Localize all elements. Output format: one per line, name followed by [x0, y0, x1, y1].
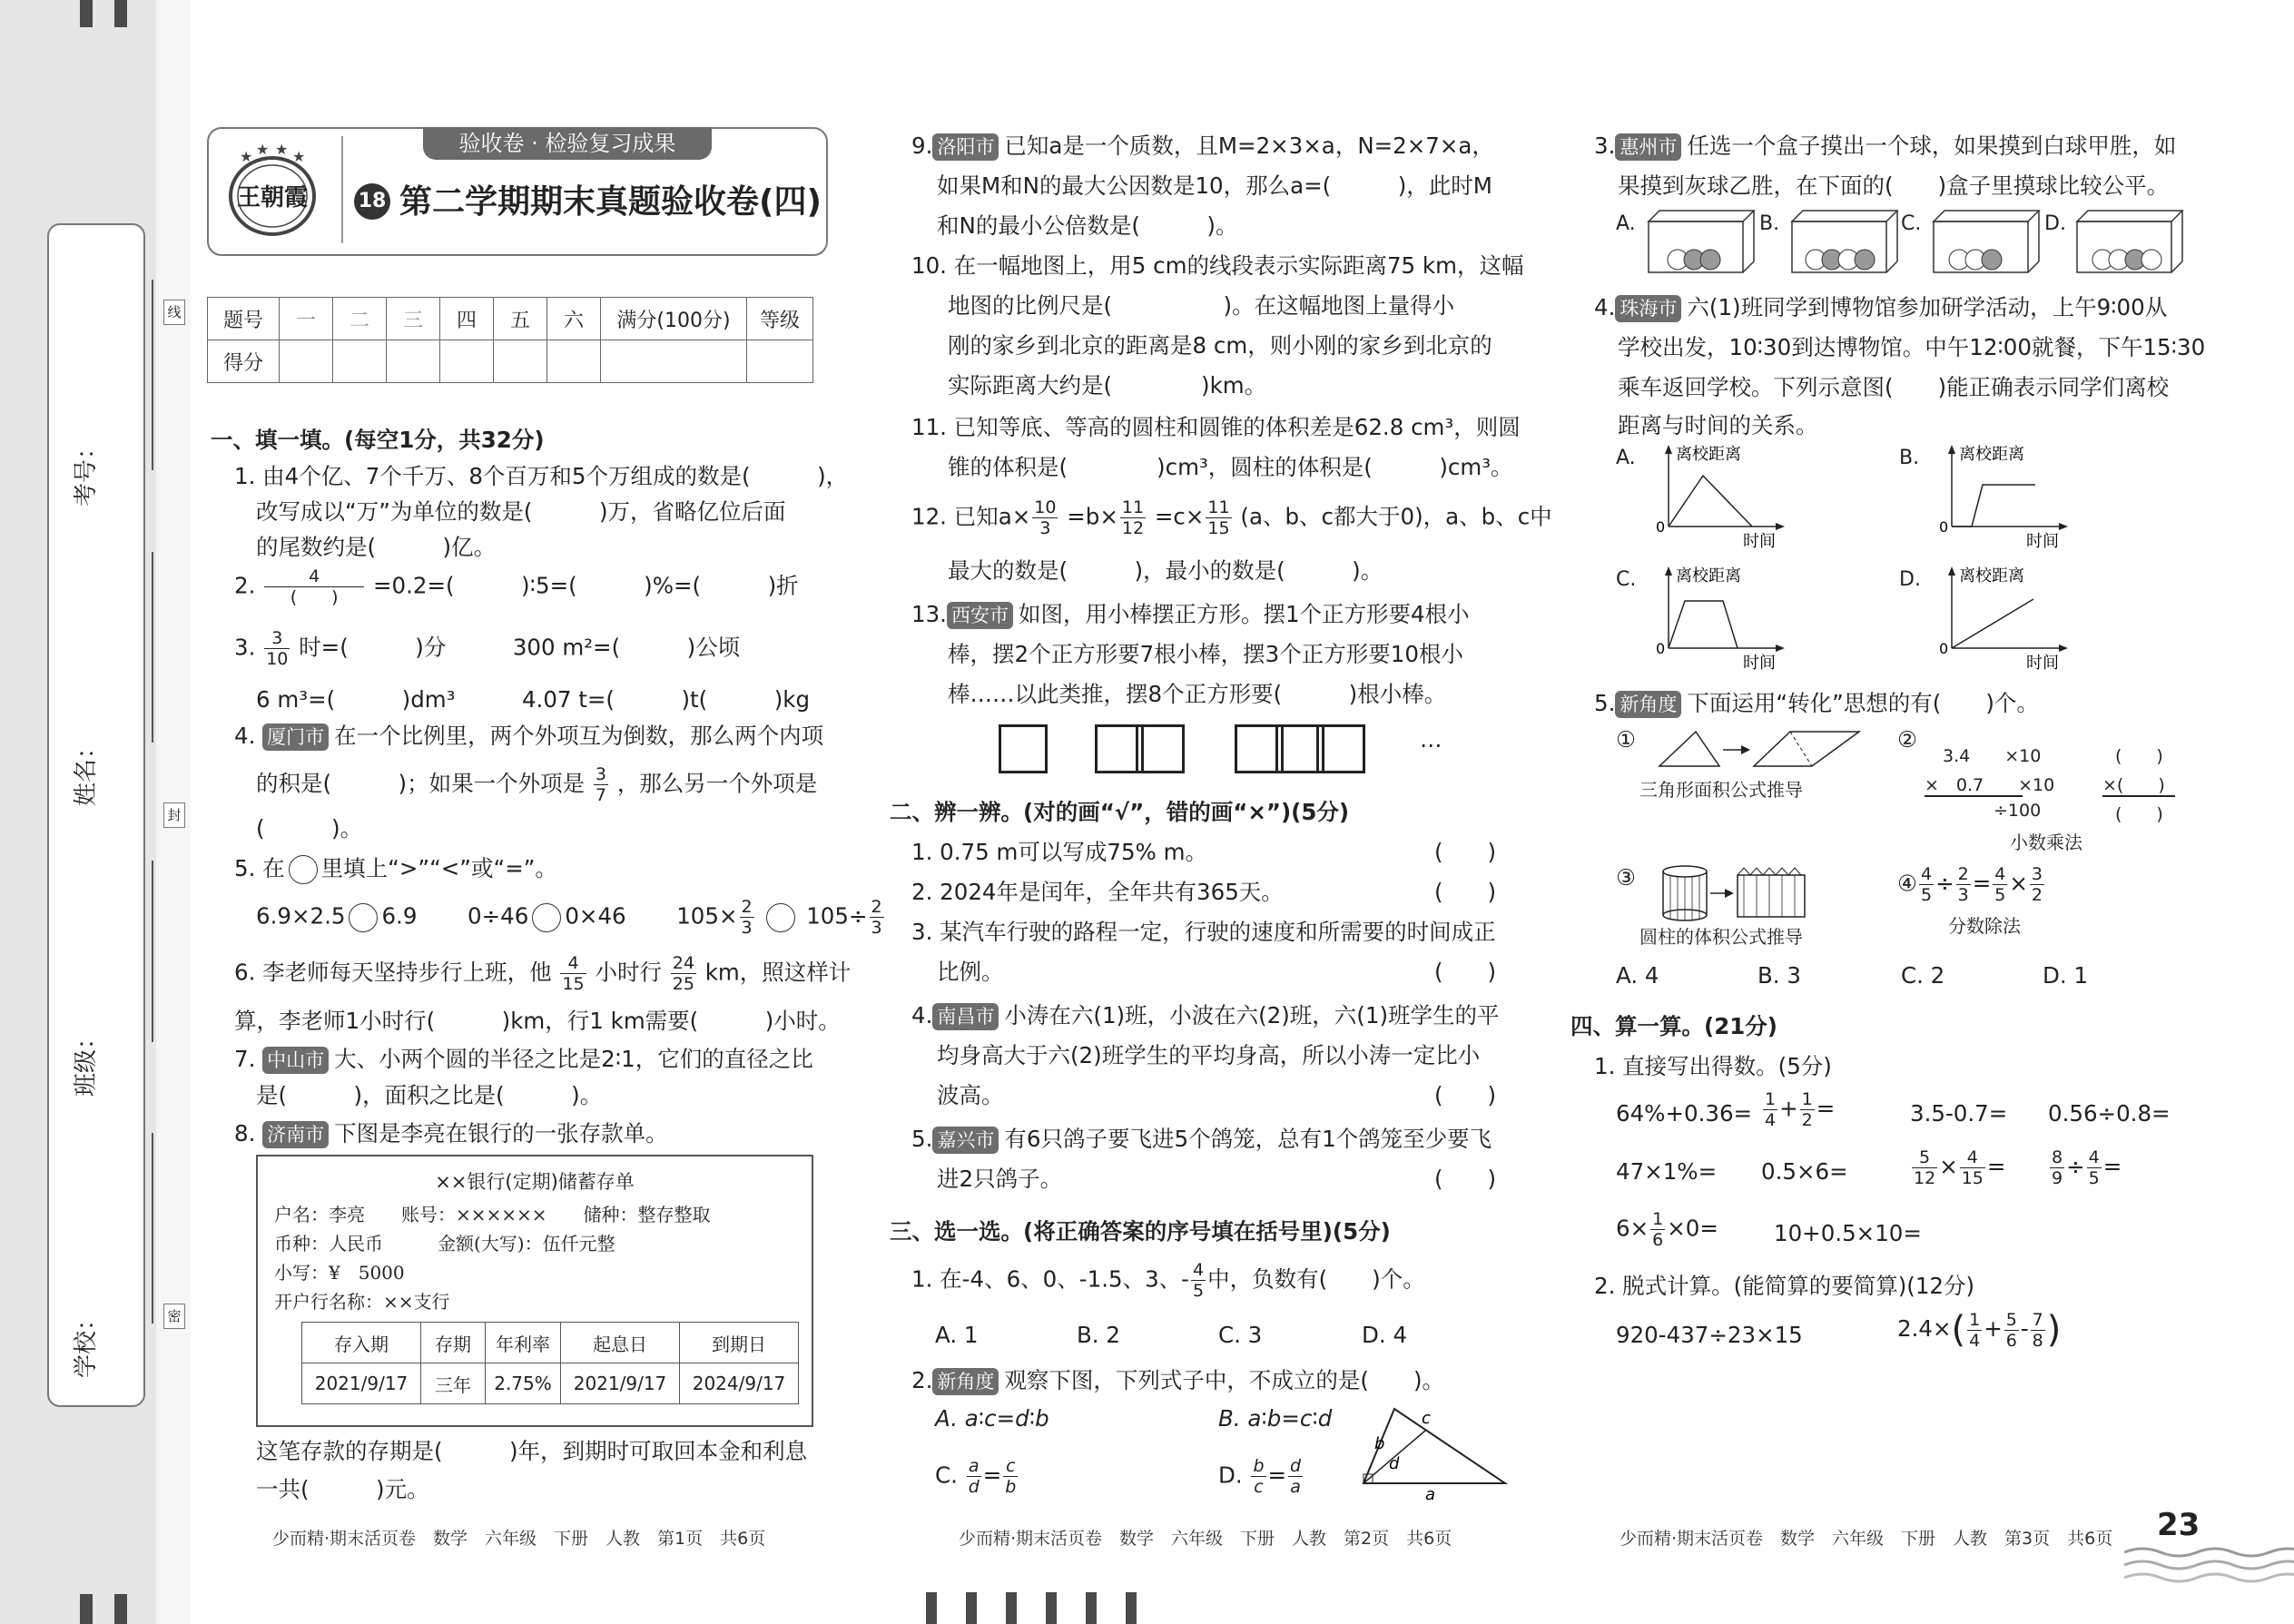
slip-cell: 三年: [421, 1363, 486, 1404]
svg-text:离校距离: 离校距离: [1676, 445, 1741, 464]
svg-text:0: 0: [1656, 640, 1666, 657]
q4: 4. 厦门市 在一个比例里，两个外项互为倒数，那么两个内项: [234, 723, 824, 749]
svg-text:a: a: [1425, 1485, 1436, 1501]
q13-line: 棒，摆2个正方形要7根小棒，摆3个正方形要10根小: [948, 641, 1463, 667]
region-tag: 惠州市: [1615, 133, 1681, 161]
binding-mark: [1126, 1592, 1137, 1624]
region-tag: 洛阳市: [932, 133, 999, 161]
q10-line: 地图的比例尺是( )。在这幅地图上量得小: [948, 292, 1455, 319]
option-label: C.: [1901, 212, 1922, 235]
method-4-caption: 分数除法: [1948, 915, 2021, 937]
svg-text:离校距离: 离校距离: [1676, 566, 1741, 586]
judge-2: 2. 2024年是闰年，全年共有365天。: [911, 879, 1284, 905]
calc-item: $\frac{5}{12}$ × $\frac{4}{15}$ =: [1914, 1147, 2006, 1188]
school-label: 学校：: [73, 1306, 100, 1378]
choice-option[interactable]: D. $\frac{b}{c}$ = $\frac{d}{a}$: [1218, 1456, 1302, 1497]
compare-circle: [289, 855, 318, 884]
q4-col3-line: 学校出发，10∶30到达博物馆。中午12∶00就餐，下午15∶30: [1618, 334, 2206, 360]
decimal-multiplication: [1925, 730, 2170, 830]
ball-boxes: [1616, 209, 2294, 276]
wave-decoration: [2124, 1543, 2294, 1598]
q6: 6. 李老师每天坚持步行上班，他 $\frac{4}{15}$ 小时行 $\frac{24}{25}$ km，照这样计: [234, 953, 852, 994]
score-header: 五: [494, 298, 547, 340]
score-header: 等级: [747, 298, 813, 340]
slip-line: 币种：人民币 金额(大写)：伍仟元整: [274, 1233, 615, 1255]
method-4: ④ $\frac{4}{5}$ ÷ $\frac{2}{3}$ = $\frac{4}{5}$ × $\frac{3}{2}$: [1897, 864, 2043, 905]
q4-col3: 4. 珠海市 六(1)班同学到博物馆参加研学活动，上午9∶00从: [1594, 294, 2168, 320]
page-footer: 少而精·期末活页卷 数学 六年级 下册 人教 第3页 共6页: [1620, 1529, 2113, 1549]
page-title: 第二学期期末真题验收卷(四): [399, 183, 822, 221]
choice-option[interactable]: B. 2: [1077, 1322, 1120, 1348]
seal-char: 封: [163, 802, 185, 828]
page-footer: 少而精·期末活页卷 数学 六年级 下册 人教 第1页 共6页: [272, 1529, 766, 1549]
q12-line2: 最大的数是( )，最小的数是( )。: [948, 557, 1383, 584]
slip-header: 存期: [421, 1323, 486, 1363]
answer-paren[interactable]: ( ): [1434, 879, 1497, 905]
ball-box-d[interactable]: [2075, 209, 2184, 274]
calc-item: 2.4×( $\frac{1}{4}$ + $\frac{5}{6}$ - $\frac{7}{8}$ ): [1897, 1309, 2062, 1351]
choice-option[interactable]: B. 3: [1757, 962, 1801, 989]
judge-4-line: 均身高大于六(2)班学生的平均身高，所以小涛一定比小: [937, 1042, 1481, 1068]
ball-box-a[interactable]: [1647, 209, 1756, 274]
judge-1: 1. 0.75 m可以写成75% m。: [911, 839, 1207, 865]
choice-option[interactable]: A. 1: [935, 1322, 979, 1348]
score-header: 四: [440, 298, 494, 340]
answer-paren[interactable]: ( ): [1434, 959, 1497, 985]
q1-line: 改写成以“万”为单位的数是( )万，省略亿位后面: [256, 498, 786, 525]
q4-col3-line: 乘车返回学校。下列示意图( )能正确表示同学们离校: [1618, 374, 2170, 400]
q4-line2: 的积是( )；如果一个外项是 $\frac{3}{7}$ ，那么另一个外项是: [256, 764, 818, 805]
region-tag: 嘉兴市: [932, 1127, 999, 1154]
calc-1-heading: 1. 直接写出得数。(5分): [1594, 1053, 1832, 1079]
edge-mark: [80, 1594, 93, 1624]
name-field[interactable]: [152, 552, 153, 743]
q4-col3-line: 距离与时间的关系。: [1618, 412, 1818, 438]
method-2-caption: 小数乘法: [2010, 832, 2082, 853]
choice-option[interactable]: D. 4: [1362, 1322, 1408, 1348]
name-label: 姓名：: [73, 734, 100, 806]
title-box: [207, 127, 828, 256]
svg-text:时间: 时间: [2026, 654, 2059, 672]
method-3-caption: 圆柱的体积公式推导: [1639, 926, 1803, 948]
q4-line3: ( )。: [256, 815, 363, 842]
calc-item: 920-437÷23×15: [1616, 1322, 1803, 1348]
binding-mark: [1086, 1592, 1097, 1624]
choice-option[interactable]: C. 3: [1218, 1322, 1263, 1348]
class-field[interactable]: [152, 861, 153, 1042]
score-cell[interactable]: [601, 340, 747, 383]
slip-header: 起息日: [561, 1323, 680, 1363]
q9-line: 如果M和N的最大公因数是10，那么a=( )，此时M: [937, 172, 1492, 199]
fraction-den: 10: [266, 649, 289, 669]
exam-no-label: 考号：: [73, 435, 100, 507]
fraction-num: 4: [264, 566, 364, 587]
distance-graphs: [1616, 443, 2251, 679]
score-header: 六: [547, 298, 601, 340]
edge-mark: [114, 0, 127, 27]
score-cell[interactable]: [547, 340, 601, 383]
slip-header: 到期日: [680, 1323, 799, 1363]
decimal-blank: ( ): [2115, 746, 2163, 766]
decimal-line: ÷100: [1925, 801, 2042, 821]
option-label: A.: [1616, 447, 1636, 469]
slip-cell: 2024/9/17: [680, 1363, 799, 1404]
binding-mark: [1046, 1592, 1057, 1624]
section-4-heading: 四、算一算。(21分): [1570, 1013, 1777, 1039]
choice-option[interactable]: B. a∶b=c∶d: [1218, 1405, 1333, 1432]
q10-line: 实际距离大约是( )km。: [948, 372, 1267, 399]
svg-text:时间: 时间: [2026, 532, 2059, 550]
slip-cell: 2.75%: [486, 1363, 561, 1404]
logo: [218, 142, 327, 241]
decimal-blank: ×( ): [2102, 775, 2165, 795]
graph-a[interactable]: [1643, 443, 1834, 550]
svg-text:b: b: [1374, 1434, 1385, 1453]
score-header: 题号: [208, 298, 280, 340]
graph-c[interactable]: [1643, 565, 1834, 672]
q2-text: =0.2=( )∶5=( )%=( )折: [372, 572, 799, 599]
q9-line: 和N的最小公倍数是( )。: [937, 212, 1238, 239]
slip-line: 户名：李亮 账号：×××××× 储种：整存整取: [274, 1204, 711, 1225]
q11-line: 锥的体积是( )cm³，圆柱的体积是( )cm³。: [948, 454, 1513, 480]
choice-option[interactable]: D. 1: [2043, 962, 2089, 989]
option-label: D.: [2044, 212, 2066, 235]
q12: 12. 已知a× $\frac{10}{3}$ =b× $\frac{11}{12}$ =c× $\frac{11}{15}$ (a、b、c都大于0)，a、b、c中: [911, 497, 1552, 538]
svg-text:王朝霞: 王朝霞: [236, 184, 309, 212]
score-header: 三: [387, 298, 440, 340]
calc-item: 6× $\frac{1}{6}$ ×0=: [1616, 1209, 1718, 1250]
calc-item: $\frac{1}{4}$ + $\frac{1}{2}$ =: [1765, 1089, 1836, 1130]
q8-line2: 这笔存款的存期是( )年，到期时可取回本金和利息: [256, 1438, 808, 1464]
q2: [234, 566, 799, 607]
score-header: 满分(100分): [601, 298, 747, 340]
q13: 13. 西安市 如图，用小棒摆正方形。摆1个正方形要4根小: [911, 601, 1470, 627]
section-1-heading: 一、填一填。(每空1分，共32分): [211, 427, 545, 453]
answer-paren[interactable]: ( ): [1434, 1166, 1497, 1192]
score-row-label: 得分: [208, 340, 280, 383]
svg-text:离校距离: 离校距离: [1959, 445, 2024, 464]
region-tag: 西安市: [947, 602, 1013, 629]
q3-number: 3.: [234, 634, 256, 661]
q8: 8. 济南市 下图是李亮在银行的一张存款单。: [234, 1120, 668, 1147]
q1-line: 1. 由4个亿、7个千万、8个百万和5个万组成的数是( )，: [234, 463, 849, 489]
slip-table: [301, 1322, 799, 1404]
region-tag: 南昌市: [932, 1003, 999, 1030]
q10-line: 10. 在一幅地图上，用5 cm的线段表示实际距离75 km，这幅: [911, 252, 1524, 279]
region-tag: 新角度: [932, 1368, 999, 1395]
option-label: A.: [1616, 212, 1636, 235]
svg-text:d: d: [1389, 1454, 1400, 1473]
calc-item: 64%+0.36=: [1616, 1100, 1753, 1127]
compare-circle[interactable]: [349, 903, 378, 932]
exam-no-field[interactable]: [152, 280, 153, 470]
calc-item: 0.5×6=: [1761, 1158, 1848, 1185]
q5: 5. 在 里填上“>”“<”或“=”。: [234, 851, 557, 884]
calc-2-heading: 2. 脱式计算。(能简算的要简算)(12分): [1594, 1273, 1975, 1299]
svg-text:★: ★: [292, 148, 306, 165]
method-3-marker: ③: [1616, 864, 1636, 891]
choice-option[interactable]: A. 4: [1616, 962, 1659, 989]
score-cell[interactable]: [747, 340, 813, 383]
judge-3: 3. 某汽车行驶的路程一定，行驶的速度和所需要的时间成正: [911, 919, 1496, 945]
stick-square: [1316, 724, 1365, 773]
binding-mark: [926, 1592, 937, 1624]
calc-item: 0.56÷0.8=: [2048, 1100, 2171, 1127]
ball-box-c[interactable]: [1932, 209, 2041, 274]
choice-option[interactable]: C. $\frac{a}{d}$ = $\frac{c}{b}$: [935, 1456, 1017, 1497]
region-tag: 厦门市: [262, 723, 329, 751]
score-header: 一: [280, 298, 333, 340]
judge-4-line: 波高。: [937, 1082, 1004, 1108]
svg-text:★: ★: [275, 142, 289, 158]
q13-line: 棒……以此类推，摆8个正方形要( )根小棒。: [948, 681, 1447, 707]
answer-paren[interactable]: ( ): [1434, 839, 1497, 865]
method-1-marker: ①: [1616, 726, 1636, 753]
svg-text:★: ★: [256, 142, 270, 158]
score-cell[interactable]: [387, 340, 440, 383]
class-label: 班级：: [73, 1025, 100, 1097]
stick-square: [999, 724, 1048, 773]
score-cell[interactable]: [494, 340, 547, 383]
triangle-to-parallelogram-icon: [1656, 726, 1865, 772]
ball-box-b[interactable]: [1790, 209, 1899, 274]
q3: [234, 628, 740, 669]
option-label: B.: [1759, 212, 1780, 235]
option-label: C.: [1616, 568, 1637, 591]
q3-col3: 3. 惠州市 任选一个盒子摸出一个球，如果摸到白球甲胜，如: [1594, 133, 2177, 159]
section-2-heading: 二、辨一辨。(对的画“√”，错的画“×”)(5分): [890, 799, 1350, 825]
choice-option[interactable]: C. 2: [1901, 962, 1945, 989]
slip-header: 存入期: [302, 1323, 421, 1363]
calc-item: 47×1%=: [1616, 1158, 1718, 1185]
svg-text:0: 0: [1939, 640, 1949, 657]
region-tag: 新角度: [1615, 691, 1681, 718]
q7-line2: 是( )，面积之比是( )。: [256, 1082, 603, 1108]
region-tag: 中山市: [262, 1047, 329, 1074]
slip-cell: 2021/9/17: [302, 1363, 421, 1404]
q6-line2: 算，李老师1小时行( )km，行1 km需要( )小时。: [234, 1008, 841, 1034]
svg-text:0: 0: [1939, 518, 1949, 536]
region-tag: 珠海市: [1615, 295, 1681, 322]
page-footer: 少而精·期末活页卷 数学 六年级 下册 人教 第2页 共6页: [959, 1529, 1452, 1549]
svg-text:★: ★: [240, 148, 253, 165]
fraction-den: ( ): [290, 587, 339, 607]
calc-item: 3.5-0.7=: [1910, 1100, 2008, 1127]
method-2-marker: ②: [1897, 726, 1917, 753]
fraction-num: 3: [264, 628, 290, 649]
fraction-den: 7: [595, 785, 607, 805]
answer-paren[interactable]: ( ): [1434, 1082, 1497, 1108]
fraction-num: 3: [595, 764, 607, 784]
right-triangle-diagram: [1353, 1394, 1516, 1501]
decimal-line: × 0.7 ×10: [1925, 775, 2055, 795]
method-1-caption: 三角形面积公式推导: [1639, 779, 1803, 801]
svg-text:0: 0: [1656, 518, 1666, 536]
exam-number-badge: 18: [354, 183, 390, 220]
title-divider: [341, 136, 343, 243]
decimal-rule: [2102, 795, 2175, 797]
ellipsis: …: [1420, 726, 1442, 753]
page-number: 23: [2157, 1507, 2200, 1543]
q7: 7. 中山市 大、小两个圆的半径之比是2∶1，它们的直径之比: [234, 1046, 813, 1072]
title-banner: 验收卷 · 检验复习成果: [423, 127, 712, 160]
q11-line: 11. 已知等底、等高的圆柱和圆锥的体积差是62.8 cm³，则圆: [911, 414, 1521, 440]
decimal-line: 3.4 ×10: [1943, 746, 2042, 766]
score-cell[interactable]: [440, 340, 494, 383]
judge-3-line2: 比例。: [937, 959, 1004, 985]
choice-1: 1. 在-4、6、0、-1.5、3、- $\frac{4}{5}$ 中，负数有( )个。: [911, 1260, 1425, 1301]
q1-line: 的尾数约是( )亿。: [256, 534, 497, 560]
seal-char: 线: [163, 300, 185, 325]
school-field[interactable]: [152, 1133, 153, 1324]
stick-square: [1136, 724, 1185, 773]
slip-title: ××银行(定期)储蓄存单: [435, 1171, 635, 1193]
student-info-box: [47, 223, 145, 1407]
compare-circle[interactable]: [532, 903, 561, 932]
binding-mark: [966, 1592, 977, 1624]
option-label: D.: [1899, 568, 1921, 591]
deposit-slip: [256, 1155, 813, 1427]
q10-line: 刚的家乡到北京的距离是8 cm，则小刚的家乡到北京的: [948, 332, 1492, 359]
graph-d[interactable]: [1926, 565, 2117, 672]
q2-number: 2.: [234, 572, 256, 599]
svg-text:c: c: [1422, 1409, 1431, 1428]
q9: 9. 洛阳市 已知a是一个质数，且M=2×3×a，N=2×7×a，: [911, 133, 1494, 159]
choice-option[interactable]: A. a∶c=d∶b: [935, 1405, 1049, 1432]
svg-text:时间: 时间: [1743, 654, 1776, 672]
choice-2: 2. 新角度 观察下图，下列式子中，不成立的是( )。: [911, 1367, 1445, 1393]
judge-4: 4. 南昌市 小涛在六(1)班，小波在六(2)班，六(1)班学生的平: [911, 1002, 1500, 1029]
compare-circle[interactable]: [766, 903, 795, 932]
calc-item: 10+0.5×10=: [1774, 1220, 1922, 1246]
q3-line2: 6 m³=( )dm³ 4.07 t=( )t( )kg: [256, 686, 810, 713]
edge-mark: [114, 1594, 127, 1624]
slip-header: 年利率: [486, 1323, 561, 1363]
option-label: B.: [1899, 447, 1920, 469]
q8-line3: 一共( )元。: [256, 1476, 429, 1502]
score-cell[interactable]: [333, 340, 387, 383]
slip-line: 小写：¥ 5000: [274, 1262, 405, 1284]
q5-col3: 5. 新角度 下面运用“转化”思想的有( )个。: [1594, 690, 2039, 716]
region-tag: 济南市: [262, 1121, 329, 1148]
judge-5-line: 进2只鸽子。: [937, 1166, 1063, 1192]
score-cell[interactable]: [280, 340, 333, 383]
graph-b[interactable]: [1926, 443, 2117, 550]
cylinder-to-cuboid-icon: [1658, 864, 1812, 922]
score-header: 二: [333, 298, 387, 340]
section-3-heading: 三、选一选。(将正确答案的序号填在括号里)(5分): [890, 1218, 1391, 1245]
decimal-blank: ( ): [2115, 804, 2163, 824]
edge-mark: [80, 0, 93, 27]
svg-text:离校距离: 离校距离: [1959, 566, 2024, 586]
q3-col3-line: 果摸到灰球乙胜，在下面的( )盒子里摸球比较公平。: [1618, 172, 2170, 199]
q3-text: 时=( )分 300 m²=( )公顷: [299, 634, 741, 661]
svg-text:时间: 时间: [1743, 532, 1776, 550]
q5-items: 6.9×2.5 6.9 0÷46 0×46 105× $\frac{2}{3}$ 105÷ $\frac{2}{3}$: [256, 897, 882, 938]
slip-line: 开户行名称：××支行: [274, 1291, 450, 1313]
seal-char: 密: [163, 1304, 185, 1329]
calc-item: $\frac{8}{9}$ ÷ $\frac{4}{5}$ =: [2052, 1147, 2122, 1188]
judge-5: 5. 嘉兴市 有6只鸽子要飞进5个鸽笼，总有1个鸽笼至少要飞: [911, 1126, 1492, 1152]
binding-mark: [1006, 1592, 1017, 1624]
score-table: [207, 297, 813, 383]
slip-cell: 2021/9/17: [561, 1363, 680, 1404]
